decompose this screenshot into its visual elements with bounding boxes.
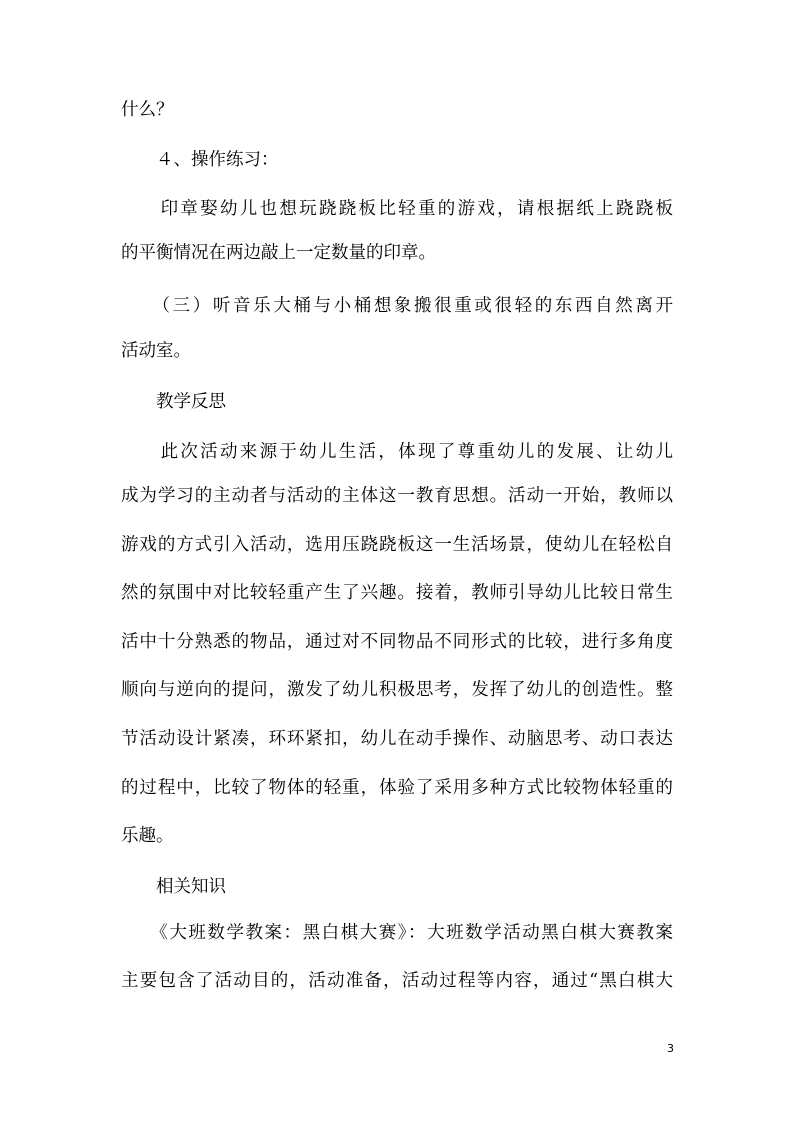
text-line-19: 主要包含了活动目的，活动准备，活动过程等内容，通过“黑白棋大 xyxy=(121,971,673,991)
text-line-15: 的过程中，比较了物体的轻重，体验了采用多种方式比较物体轻重的 xyxy=(121,778,673,798)
text-line-11: 然的氛围中对比较轻重产生了兴趣。接着，教师引导幼儿比较日常生 xyxy=(121,583,673,603)
text-line-5: （三）听音乐大桶与小桶想象搬很重或很轻的东西自然离开 xyxy=(121,296,673,316)
text-line-1: 什么？ xyxy=(121,100,174,120)
text-line-2: ４、操作练习： xyxy=(121,150,279,170)
text-line-14: 节活动设计紧凑，环环紧扣，幼儿在动手操作、动脑思考、动口表达 xyxy=(121,729,673,749)
text-line-18: 《大班数学教案：黑白棋大赛》：大班数学活动黑白棋大赛教案 xyxy=(121,923,673,943)
page-number: 3 xyxy=(667,1042,674,1055)
text-line-13: 顺向与逆向的提问，激发了幼儿积极思考，发挥了幼儿的创造性。整 xyxy=(121,680,673,700)
text-line-6: 活动室。 xyxy=(121,341,191,361)
text-line-8: 此次活动来源于幼儿生活，体现了尊重幼儿的发展、让幼儿 xyxy=(121,442,673,462)
section-heading-related: 相关知识 xyxy=(121,877,226,897)
text-line-3: 印章娶幼儿也想玩跷跷板比轻重的游戏，请根据纸上跷跷板 xyxy=(121,199,673,219)
text-line-4: 的平衡情况在两边敲上一定数量的印章。 xyxy=(121,243,436,263)
text-line-10: 游戏的方式引入活动，选用压跷跷板这一生活场景，使幼儿在轻松自 xyxy=(121,535,673,555)
text-line-16: 乐趣。 xyxy=(121,826,174,846)
text-line-9: 成为学习的主动者与活动的主体这一教育思想。活动一开始，教师以 xyxy=(121,486,673,506)
section-heading-reflection: 教学反思 xyxy=(121,392,226,412)
text-line-12: 活中十分熟悉的物品，通过对不同物品不同形式的比较，进行多角度 xyxy=(121,632,673,652)
